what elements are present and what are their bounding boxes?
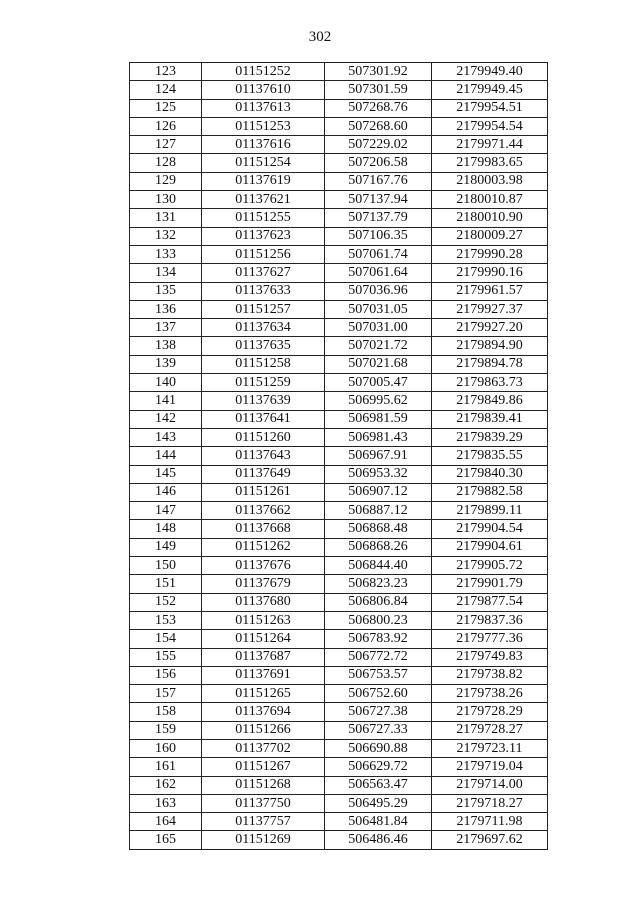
point-id-cell: 01151269	[202, 831, 325, 849]
row-number-cell: 151	[130, 575, 202, 593]
row-number-cell: 155	[130, 648, 202, 666]
point-id-cell: 01137691	[202, 666, 325, 684]
table-row	[130, 227, 548, 245]
point-id-cell: 01151256	[202, 245, 325, 263]
point-id-cell: 01137619	[202, 172, 325, 190]
row-number-cell: 137	[130, 319, 202, 337]
row-number-cell: 146	[130, 483, 202, 501]
point-id-cell: 01137633	[202, 282, 325, 300]
x-coordinate-cell: 506887.12	[325, 502, 432, 520]
table-row	[130, 520, 548, 538]
page-number: 302	[308, 29, 332, 45]
x-coordinate-cell: 506753.57	[325, 666, 432, 684]
row-number-cell: 152	[130, 593, 202, 611]
point-id-cell: 01137643	[202, 447, 325, 465]
table-row	[130, 502, 548, 520]
point-id-cell: 01151267	[202, 758, 325, 776]
y-coordinate-cell: 2179719.04	[432, 758, 548, 776]
y-coordinate-cell: 2179835.55	[432, 447, 548, 465]
row-number-cell: 162	[130, 776, 202, 794]
y-coordinate-cell: 2179961.57	[432, 282, 548, 300]
y-coordinate-cell: 2179904.54	[432, 520, 548, 538]
y-coordinate-cell: 2179728.27	[432, 721, 548, 739]
x-coordinate-cell: 507021.68	[325, 355, 432, 373]
y-coordinate-cell: 2179894.78	[432, 355, 548, 373]
y-coordinate-cell: 2179990.28	[432, 245, 548, 263]
point-id-cell: 01137694	[202, 703, 325, 721]
row-number-cell: 136	[130, 300, 202, 318]
y-coordinate-cell: 2179905.72	[432, 557, 548, 575]
point-id-cell: 01151252	[202, 63, 325, 81]
row-number-cell: 140	[130, 374, 202, 392]
y-coordinate-cell: 2179949.45	[432, 81, 548, 99]
table-row	[130, 447, 548, 465]
x-coordinate-cell: 507229.02	[325, 136, 432, 154]
y-coordinate-cell: 2179697.62	[432, 831, 548, 849]
table-row	[130, 557, 548, 575]
point-id-cell: 01151263	[202, 611, 325, 629]
point-id-cell: 01137680	[202, 593, 325, 611]
table-row	[130, 172, 548, 190]
x-coordinate-cell: 507036.96	[325, 282, 432, 300]
x-coordinate-cell: 507031.05	[325, 300, 432, 318]
x-coordinate-cell: 506783.92	[325, 630, 432, 648]
x-coordinate-cell: 506844.40	[325, 557, 432, 575]
table-row	[130, 575, 548, 593]
row-number-cell: 161	[130, 758, 202, 776]
table-row	[130, 739, 548, 757]
point-id-cell: 01137687	[202, 648, 325, 666]
x-coordinate-cell: 507005.47	[325, 374, 432, 392]
x-coordinate-cell: 506981.43	[325, 428, 432, 446]
point-id-cell: 01137623	[202, 227, 325, 245]
x-coordinate-cell: 506823.23	[325, 575, 432, 593]
table-row	[130, 428, 548, 446]
row-number-cell: 159	[130, 721, 202, 739]
x-coordinate-cell: 506806.84	[325, 593, 432, 611]
y-coordinate-cell: 2179749.83	[432, 648, 548, 666]
point-id-cell: 01151257	[202, 300, 325, 318]
point-id-cell: 01151259	[202, 374, 325, 392]
y-coordinate-cell: 2179738.82	[432, 666, 548, 684]
point-id-cell: 01137750	[202, 794, 325, 812]
y-coordinate-cell: 2179718.27	[432, 794, 548, 812]
point-id-cell: 01137668	[202, 520, 325, 538]
table-row	[130, 648, 548, 666]
x-coordinate-cell: 507268.60	[325, 117, 432, 135]
x-coordinate-cell: 506486.46	[325, 831, 432, 849]
row-number-cell: 160	[130, 739, 202, 757]
y-coordinate-cell: 2179877.54	[432, 593, 548, 611]
point-id-cell: 01151266	[202, 721, 325, 739]
row-number-cell: 125	[130, 99, 202, 117]
table-row	[130, 483, 548, 501]
table-row	[130, 611, 548, 629]
y-coordinate-cell: 2179777.36	[432, 630, 548, 648]
table-row	[130, 300, 548, 318]
point-id-cell: 01137662	[202, 502, 325, 520]
y-coordinate-cell: 2179837.36	[432, 611, 548, 629]
row-number-cell: 128	[130, 154, 202, 172]
y-coordinate-cell: 2179714.00	[432, 776, 548, 794]
table-row	[130, 337, 548, 355]
table-row	[130, 282, 548, 300]
y-coordinate-cell: 2179927.37	[432, 300, 548, 318]
table-row	[130, 721, 548, 739]
row-number-cell: 143	[130, 428, 202, 446]
coordinates-table	[129, 62, 548, 850]
y-coordinate-cell: 2180010.90	[432, 209, 548, 227]
point-id-cell: 01137635	[202, 337, 325, 355]
row-number-cell: 153	[130, 611, 202, 629]
row-number-cell: 124	[130, 81, 202, 99]
point-id-cell: 01137634	[202, 319, 325, 337]
x-coordinate-cell: 506495.29	[325, 794, 432, 812]
point-id-cell: 01151260	[202, 428, 325, 446]
y-coordinate-cell: 2179927.20	[432, 319, 548, 337]
x-coordinate-cell: 506772.72	[325, 648, 432, 666]
row-number-cell: 131	[130, 209, 202, 227]
point-id-cell: 01151253	[202, 117, 325, 135]
row-number-cell: 158	[130, 703, 202, 721]
point-id-cell: 01151254	[202, 154, 325, 172]
y-coordinate-cell: 2179949.40	[432, 63, 548, 81]
row-number-cell: 147	[130, 502, 202, 520]
x-coordinate-cell: 506629.72	[325, 758, 432, 776]
row-number-cell: 157	[130, 685, 202, 703]
y-coordinate-cell: 2179738.26	[432, 685, 548, 703]
point-id-cell: 01137676	[202, 557, 325, 575]
table-row	[130, 593, 548, 611]
y-coordinate-cell: 2179849.86	[432, 392, 548, 410]
row-number-cell: 142	[130, 410, 202, 428]
point-id-cell: 01137679	[202, 575, 325, 593]
row-number-cell: 135	[130, 282, 202, 300]
table-row	[130, 191, 548, 209]
y-coordinate-cell: 2179839.41	[432, 410, 548, 428]
x-coordinate-cell: 506752.60	[325, 685, 432, 703]
x-coordinate-cell: 507301.92	[325, 63, 432, 81]
x-coordinate-cell: 506967.91	[325, 447, 432, 465]
y-coordinate-cell: 2179904.61	[432, 538, 548, 556]
x-coordinate-cell: 507106.35	[325, 227, 432, 245]
table-row	[130, 374, 548, 392]
row-number-cell: 150	[130, 557, 202, 575]
point-id-cell: 01137616	[202, 136, 325, 154]
point-id-cell: 01137610	[202, 81, 325, 99]
row-number-cell: 133	[130, 245, 202, 263]
y-coordinate-cell: 2180010.87	[432, 191, 548, 209]
x-coordinate-cell: 507137.79	[325, 209, 432, 227]
x-coordinate-cell: 506981.59	[325, 410, 432, 428]
row-number-cell: 129	[130, 172, 202, 190]
y-coordinate-cell: 2179983.65	[432, 154, 548, 172]
y-coordinate-cell: 2180003.98	[432, 172, 548, 190]
y-coordinate-cell: 2179711.98	[432, 813, 548, 831]
row-number-cell: 139	[130, 355, 202, 373]
x-coordinate-cell: 506868.26	[325, 538, 432, 556]
x-coordinate-cell: 506690.88	[325, 739, 432, 757]
x-coordinate-cell: 506953.32	[325, 465, 432, 483]
point-id-cell: 01151261	[202, 483, 325, 501]
row-number-cell: 141	[130, 392, 202, 410]
y-coordinate-cell: 2179728.29	[432, 703, 548, 721]
table-row	[130, 245, 548, 263]
point-id-cell: 01151262	[202, 538, 325, 556]
row-number-cell: 149	[130, 538, 202, 556]
row-number-cell: 144	[130, 447, 202, 465]
x-coordinate-cell: 506563.47	[325, 776, 432, 794]
point-id-cell: 01137641	[202, 410, 325, 428]
table-row	[130, 136, 548, 154]
table-row	[130, 81, 548, 99]
table-row	[130, 758, 548, 776]
table-row	[130, 794, 548, 812]
table-row	[130, 666, 548, 684]
y-coordinate-cell: 2179899.11	[432, 502, 548, 520]
point-id-cell: 01137613	[202, 99, 325, 117]
x-coordinate-cell: 506868.48	[325, 520, 432, 538]
x-coordinate-cell: 507206.58	[325, 154, 432, 172]
x-coordinate-cell: 506800.23	[325, 611, 432, 629]
y-coordinate-cell: 2179863.73	[432, 374, 548, 392]
table-row	[130, 209, 548, 227]
row-number-cell: 127	[130, 136, 202, 154]
row-number-cell: 130	[130, 191, 202, 209]
table-row	[130, 685, 548, 703]
y-coordinate-cell: 2179971.44	[432, 136, 548, 154]
row-number-cell: 134	[130, 264, 202, 282]
point-id-cell: 01137702	[202, 739, 325, 757]
row-number-cell: 126	[130, 117, 202, 135]
x-coordinate-cell: 507061.74	[325, 245, 432, 263]
x-coordinate-cell: 507167.76	[325, 172, 432, 190]
x-coordinate-cell: 506907.12	[325, 483, 432, 501]
x-coordinate-cell: 507137.94	[325, 191, 432, 209]
y-coordinate-cell: 2179990.16	[432, 264, 548, 282]
y-coordinate-cell: 2179894.90	[432, 337, 548, 355]
table-row	[130, 776, 548, 794]
table-row	[130, 813, 548, 831]
x-coordinate-cell: 506727.33	[325, 721, 432, 739]
table-row	[130, 117, 548, 135]
y-coordinate-cell: 2179954.54	[432, 117, 548, 135]
y-coordinate-cell: 2180009.27	[432, 227, 548, 245]
table-row	[130, 392, 548, 410]
x-coordinate-cell: 507301.59	[325, 81, 432, 99]
x-coordinate-cell: 507031.00	[325, 319, 432, 337]
y-coordinate-cell: 2179882.58	[432, 483, 548, 501]
table-row	[130, 99, 548, 117]
x-coordinate-cell: 507268.76	[325, 99, 432, 117]
point-id-cell: 01151258	[202, 355, 325, 373]
table-row	[130, 630, 548, 648]
table-row	[130, 319, 548, 337]
point-id-cell: 01151255	[202, 209, 325, 227]
x-coordinate-cell: 506995.62	[325, 392, 432, 410]
point-id-cell: 01137639	[202, 392, 325, 410]
table-row	[130, 831, 548, 849]
row-number-cell: 164	[130, 813, 202, 831]
row-number-cell: 145	[130, 465, 202, 483]
row-number-cell: 123	[130, 63, 202, 81]
row-number-cell: 138	[130, 337, 202, 355]
point-id-cell: 01151264	[202, 630, 325, 648]
row-number-cell: 148	[130, 520, 202, 538]
table-row	[130, 703, 548, 721]
row-number-cell: 156	[130, 666, 202, 684]
x-coordinate-cell: 507061.64	[325, 264, 432, 282]
table-row	[130, 410, 548, 428]
table-row	[130, 154, 548, 172]
point-id-cell: 01137621	[202, 191, 325, 209]
table-body	[130, 63, 548, 850]
point-id-cell: 01137757	[202, 813, 325, 831]
table-row	[130, 538, 548, 556]
table-row	[130, 465, 548, 483]
row-number-cell: 132	[130, 227, 202, 245]
x-coordinate-cell: 506481.84	[325, 813, 432, 831]
table-row	[130, 63, 548, 81]
point-id-cell: 01137627	[202, 264, 325, 282]
point-id-cell: 01137649	[202, 465, 325, 483]
table-row	[130, 264, 548, 282]
table-row	[130, 355, 548, 373]
point-id-cell: 01151265	[202, 685, 325, 703]
y-coordinate-cell: 2179901.79	[432, 575, 548, 593]
row-number-cell: 163	[130, 794, 202, 812]
y-coordinate-cell: 2179723.11	[432, 739, 548, 757]
y-coordinate-cell: 2179840.30	[432, 465, 548, 483]
y-coordinate-cell: 2179839.29	[432, 428, 548, 446]
point-id-cell: 01151268	[202, 776, 325, 794]
x-coordinate-cell: 506727.38	[325, 703, 432, 721]
x-coordinate-cell: 507021.72	[325, 337, 432, 355]
row-number-cell: 154	[130, 630, 202, 648]
y-coordinate-cell: 2179954.51	[432, 99, 548, 117]
row-number-cell: 165	[130, 831, 202, 849]
